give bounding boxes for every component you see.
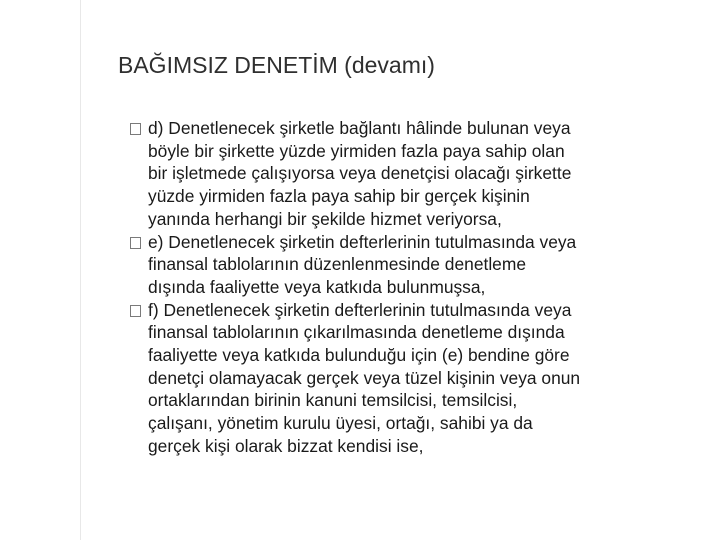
bullet-text-line: e) Denetlenecek şirketin defterlerinin tutulmasında veya (148, 231, 577, 252)
bullet-text-line: yanında herhangi bir şekilde hizmet veriyorsa, (148, 208, 502, 229)
bullet-item-e (130, 231, 705, 299)
bullet-text-line: çalışanı, yönetim kurulu üyesi, ortağı, sahibi ya da (148, 413, 533, 434)
bullet-text-line: böyle bir şirkette yüzde yirmiden fazla paya sahip olan (148, 140, 565, 161)
slide-left-divider (80, 0, 81, 540)
bullet-text-line: faaliyette veya katkıda bulunduğu için (e) bendine göre (148, 345, 570, 366)
bullet-text-line: finansal tablolarının çıkarılmasında denetleme dışında (148, 322, 565, 343)
bullet-text-line: d) Denetlenecek şirketle bağlantı hâlinde bulunan veya (148, 118, 571, 138)
bullet-text-line: denetçi olamayacak gerçek veya tüzel kişinin veya onun (148, 367, 581, 388)
bullet-item-f (130, 299, 705, 458)
bullet-text-line: bir işletmede çalışıyorsa veya denetçisi olacağı şirkette (148, 163, 572, 184)
bullet-text-line: finansal tablolarının düzenlenmesinde denetleme (148, 254, 527, 275)
bullet-text-line: dışında faaliyette veya katkıda bulunmuşsa, (148, 276, 486, 297)
bullet-list (130, 117, 705, 458)
square-bullet-icon (130, 237, 141, 249)
square-bullet-icon (130, 305, 141, 317)
bullet-text-line: yüzde yirmiden fazla paya sahip bir gerçek kişinin (148, 186, 530, 207)
square-bullet-icon (130, 123, 141, 135)
slide-title: BAĞIMSIZ DENETİM (devamı) (118, 52, 435, 78)
bullet-text-line: ortaklarından birinin kanuni temsilcisi, temsilcisi, (148, 390, 518, 411)
bullet-text-line: f) Denetlenecek şirketin defterlerinin tutulmasında veya (148, 299, 572, 320)
bullet-item-d (130, 117, 705, 231)
bullet-text-line: gerçek kişi olarak bizzat kendisi ise, (148, 435, 424, 456)
